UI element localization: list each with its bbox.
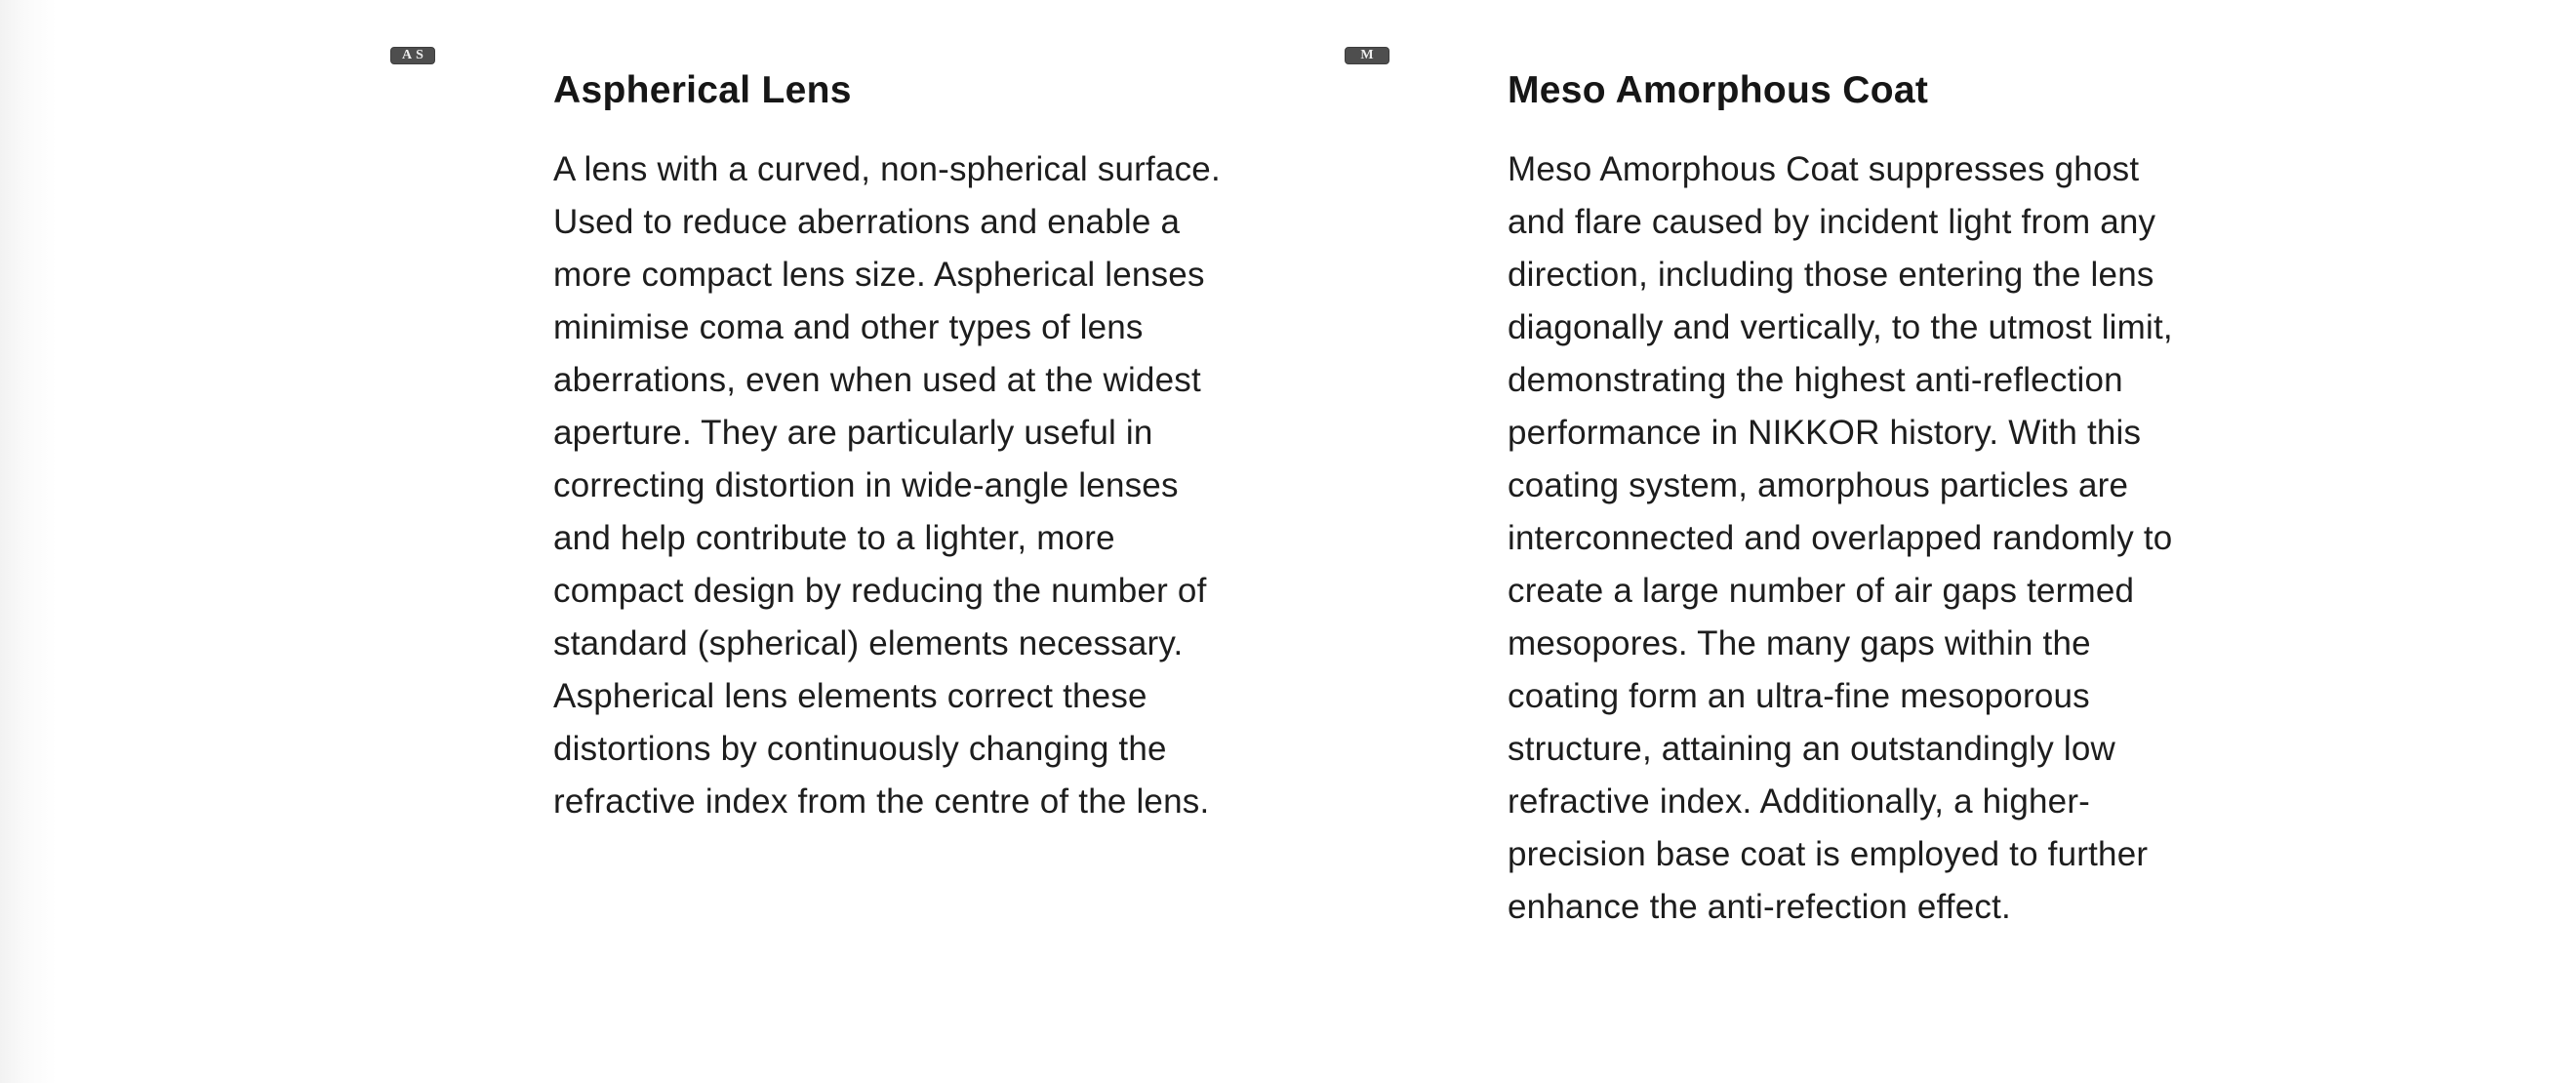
badge-column [1345, 46, 1508, 64]
left-edge-fade [0, 0, 57, 1083]
term-description: Meso Amorphous Coat suppresses ghost and flare caused by incident light from any direction, including those entering the lens diagonally and vertically, to the utmost limit, demonstrating the highest anti-reflection performance in NIKKOR history. With this coating system, amorphous particles are interconnected and overlapped randomly to create a large number of air gaps termed mesopores. The many gaps within the coating form an ultra-fine mesoporous structure, attaining an outstandingly low refractive index. Additionally, a higher-precision base coat is employed to further enhance the anti-refection effect. [1508, 149, 2173, 926]
term-title: Meso Amorphous Coat [1508, 69, 1929, 111]
term-text-block [553, 46, 1242, 828]
glossary-item-aspherical-lens [390, 46, 1242, 828]
glossary-item-meso-amorphous-coat [1345, 46, 2196, 934]
term-title: Aspherical Lens [553, 69, 852, 111]
meso-amorphous-coat-badge-icon: M [1345, 47, 1389, 64]
aspherical-lens-badge-icon: AS [390, 47, 435, 64]
term-text-block [1508, 46, 2196, 934]
term-description: A lens with a curved, non-spherical surface. Used to reduce aberrations and enable a more compact lens size. Aspherical lenses minimise coma and other types of lens aberrations, even when used at the widest aperture. They are particularly useful in correcting distortion in wide-angle lenses and help contribute to a lighter, more compact design by reducing the number of standard (spherical) elements necessary. Aspherical lens elements correct these distortions by continuously changing the refractive index from the centre of the lens. [553, 149, 1221, 821]
badge-column [390, 46, 553, 64]
